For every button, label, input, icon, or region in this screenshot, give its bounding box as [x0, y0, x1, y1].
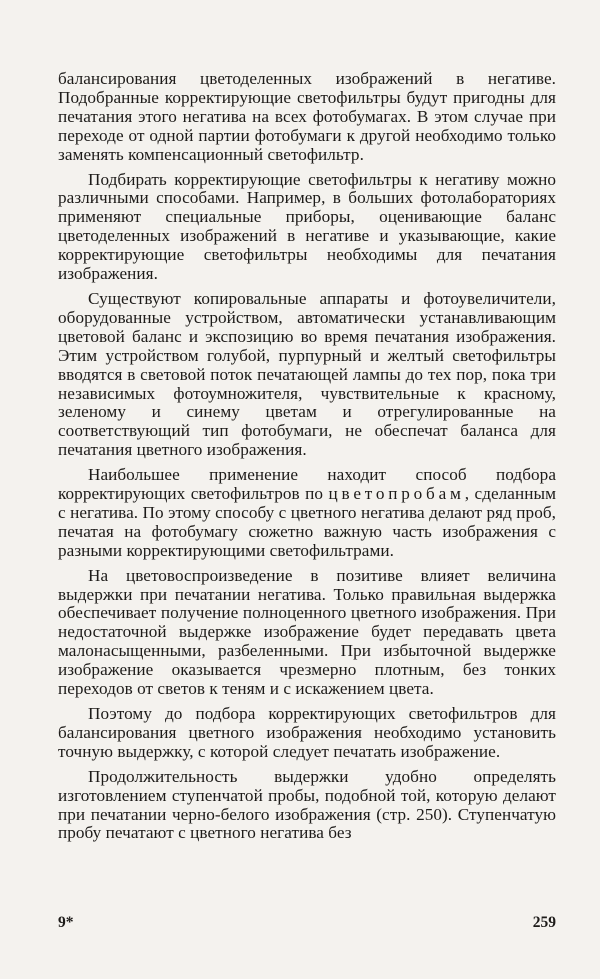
paragraph-color-tests-spaced-term: цветопробам [328, 484, 465, 504]
paragraph-color-tests [58, 466, 556, 561]
signature-mark: 9* [58, 914, 74, 931]
book-page-text [58, 70, 556, 950]
paragraph-color-tests-before: Наибольшее применение находит способ подбора корректирующих светофильтров по [58, 465, 556, 504]
paragraph-automatic-devices: Существуют копировальные аппараты и фотоувеличители, оборудованные устройством, автоматически устанавливающим цветовой баланс и экспозицию во время печатания изображения. Этим устройством голубой, пурпурный и желтый светофильтры вводятся в световой поток печатающей лампы до тех пор, пока три независимых фотоумножителя, чувствительные к красному, зеленому и синему цветам и отрегулированные на соответствующий тип фотобумаги, не обеспечат баланса для печатания цветного изображения. [58, 288, 556, 460]
page-footer [58, 914, 556, 936]
page-number: 259 [532, 914, 556, 931]
paragraph-step-test: Продолжительность выдержки удобно определять изготовлением ступенчатой пробы, подобной той, которую делают при печатании черно-белого изображения (стр. 250). Ступенчатую пробу печатают с цветного негатива без [58, 766, 556, 843]
paragraph-color-tests-after: , сделанным с негатива. По этому способу с цветного негатива делают ряд проб, печатая на фотобумагу сюжетно важную часть изображения с разными корректирующими светофильтрами. [58, 484, 556, 560]
paragraph-exact-exposure: Поэтому до подбора корректирующих светофильтров для балансирования цветного изображения необходимо установить точную выдержку, с которой следует печатать изображение. [58, 704, 556, 761]
paragraph-exposure-influence: На цветовоспроизведение в позитиве влияет величина выдержки при печатании негатива. Только правильная выдержка обеспечивает получение полноценного цветного изображения. При недостаточной выдержке изображение будет передавать цвета малонасыщенными, разбеленными. При избыточной выдержке изображение оказывается чрезмерно плотным, без тонких переходов от светов к теням и с искажением цвета. [58, 565, 556, 699]
paragraph-filter-selection-methods: Подбирать корректирующие светофильтры к негативу можно различными способами. Например, в больших фотолабораториях применяют специальные приборы, оценивающие баланс цветоделенных изображений в негативе и указывающие, какие корректирующие светофильтры необходимы для печатания изображения. [58, 169, 556, 284]
paragraph-continuation: балансирования цветоделенных изображений в негативе. Подобранные корректирующие светофильтры будут пригодны для печатания этого негатива на всех фотобумагах. В этом случае при переходе от одной партии фотобумаги к другой необходимо только заменять компенсационный светофильтр. [58, 69, 556, 164]
